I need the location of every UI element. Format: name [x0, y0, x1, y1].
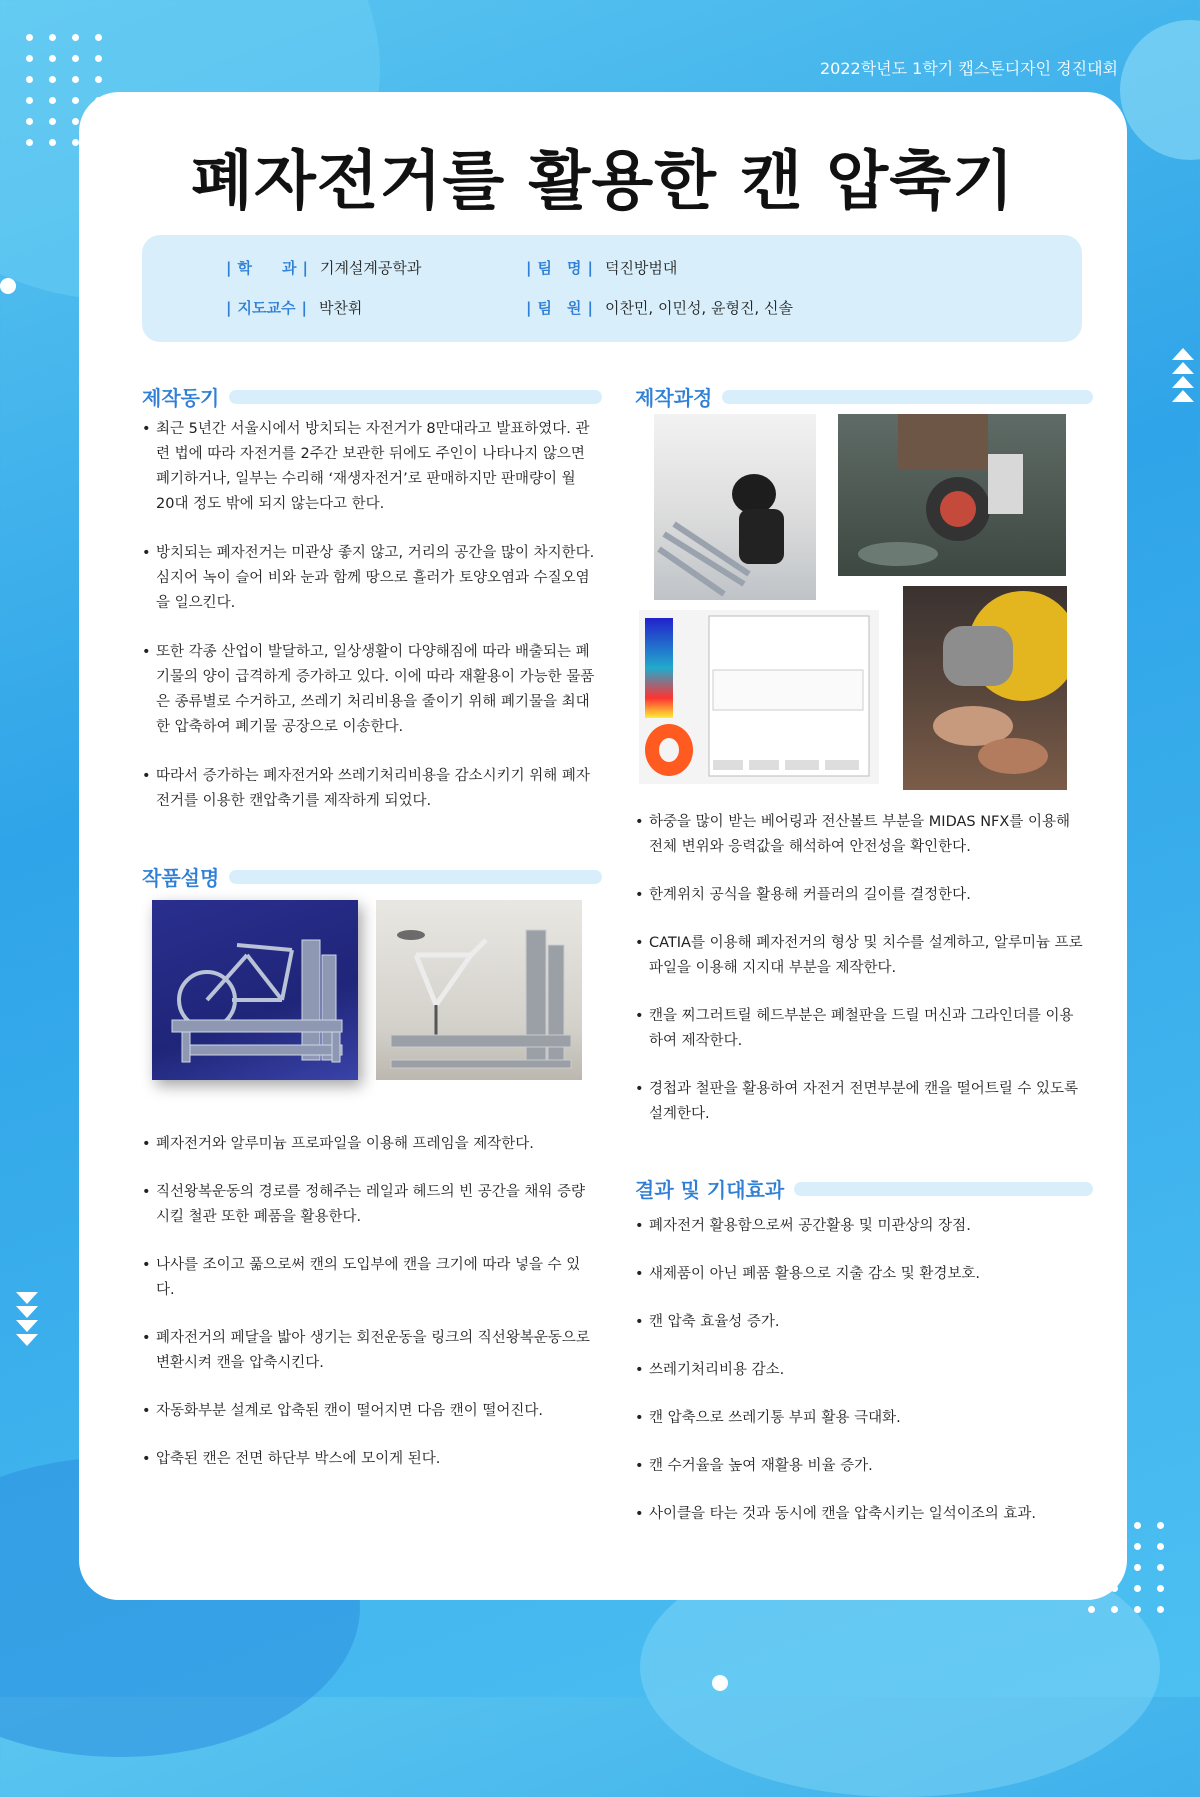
list-item: • 사이클을 타는 것과 동시에 캔을 압축시키는 일석이조의 효과. [635, 1502, 1087, 1527]
process-photo-assembly [903, 586, 1067, 790]
poster-card [79, 92, 1127, 1600]
list-item: • 자동화부분 설계로 압축된 캔이 떨어지면 다음 캔이 떨어진다. [142, 1399, 597, 1424]
team-label: 팀 명 [537, 259, 582, 277]
members-row: | 팀 원 | 이찬민, 이민성, 윤형진, 신솔 [526, 298, 793, 317]
professor-value: 박찬휘 [318, 299, 363, 317]
section-heading-results [635, 1174, 1093, 1203]
process-photo-cutting [654, 414, 816, 600]
triangle-up-decoration [1172, 348, 1194, 402]
members-value: 이찬민, 이민성, 윤형진, 신솔 [604, 299, 793, 317]
list-item: • 캔 압축 효율성 증가. [635, 1310, 1087, 1335]
professor-row: | 지도교수 | 박찬휘 [226, 298, 363, 317]
contest-name: 2022학년도 1학기 캡스톤디자인 경진대회 [820, 59, 1118, 78]
bicycle-prototype-illustration [376, 900, 582, 1080]
list-item: • CATIA를 이용해 폐자전거의 형상 및 치수를 설계하고, 알루미늄 프로파일을 이용해 지지대 부분을 제작한다. [635, 931, 1087, 981]
list-item: • 새제품이 아닌 폐품 활용으로 지출 감소 및 환경보호. [635, 1262, 1087, 1287]
section-heading-description [142, 862, 602, 891]
list-item: • 또한 각종 산업이 발달하고, 일상생활이 다양해짐에 따라 배출되는 폐기물의 양이 급격하게 증가하고 있다. 이에 따라 재활용이 가능한 물품은 종류별로 수거하고, 쓰레기 처리비용을 줄이기 위해 폐기물을 최대한 압축하여 폐기물 공장으로 이송한다. [142, 640, 597, 740]
background-blob [1120, 20, 1200, 160]
list-item: • 한계위치 공식을 활용해 커플러의 길이를 결정한다. [635, 883, 1087, 908]
list-item: • 캔 압축으로 쓰레기통 부피 활용 극대화. [635, 1406, 1087, 1431]
dept-row: | 학 과 | 기계설계공학과 [226, 258, 422, 277]
list-item: • 경첩과 철판을 활용하여 자전거 전면부분에 캔을 떨어트릴 수 있도록 설계한다. [635, 1077, 1087, 1127]
background-dot [712, 1675, 728, 1691]
description-list [142, 1132, 597, 1472]
list-item: • 폐자전거의 페달을 밟아 생기는 회전운동을 링크의 직선왕복운동으로 변환시켜 캔을 압축시킨다. [142, 1326, 597, 1376]
process-list [635, 810, 1087, 1127]
process-photo-grinding [838, 414, 1066, 576]
list-item: • 쓰레기처리비용 감소. [635, 1358, 1087, 1383]
list-item: • 방치되는 폐자전거는 미관상 좋지 않고, 거리의 공간을 많이 차지한다. 심지어 녹이 슬어 비와 눈과 함께 땅으로 흘러가 토양오염과 수질오염을 일으킨다. [142, 541, 597, 616]
section-heading-process [635, 382, 1093, 411]
heading-motivation: 제작동기 [142, 386, 220, 410]
list-item: • 압축된 캔은 전면 하단부 박스에 모이게 된다. [142, 1447, 597, 1472]
list-item: • 따라서 증가하는 폐자전거와 쓰레기처리비용을 감소시키기 위해 폐자전거를 이용한 캔압축기를 제작하게 되었다. [142, 764, 597, 814]
poster-title: 폐자전거를 활용한 캔 압축기 [191, 145, 1015, 219]
dept-value: 기계설계공학과 [319, 259, 422, 277]
results-list [635, 1214, 1087, 1527]
bicycle-cad-illustration [152, 900, 358, 1080]
prototype-photo [376, 900, 582, 1080]
team-info-panel [142, 235, 1082, 342]
members-label: 팀 원 [537, 299, 582, 317]
motivation-list [142, 417, 597, 814]
professor-label: 지도교수 [237, 299, 296, 317]
list-item: • 폐자전거와 알루미늄 프로파일을 이용해 프레임을 제작한다. [142, 1132, 597, 1157]
list-item: • 최근 5년간 서울시에서 방치되는 자전거가 8만대라고 발표하였다. 관련 법에 따라 자전거를 2주간 보관한 뒤에도 주인이 나타나지 않으면 폐기하거나, 일부는 수리해 ‘재생자전거’로 판매하지만 판매량이 월 20대 정도 밖에 되지 않는다고 한다. [142, 417, 597, 517]
section-heading-motivation [142, 382, 602, 411]
heading-results: 결과 및 기대효과 [635, 1178, 785, 1202]
cad-model-image [152, 900, 358, 1080]
list-item: • 직선왕복운동의 경로를 정해주는 레일과 헤드의 빈 공간을 채워 증량 시킬 철관 또한 폐품을 활용한다. [142, 1180, 597, 1230]
list-item: • 캔 수거율을 높여 재활용 비율 증가. [635, 1454, 1087, 1479]
background-dot [0, 278, 16, 294]
triangle-down-decoration [16, 1292, 38, 1346]
list-item: • 캔을 찌그러트릴 헤드부분은 폐철판을 드릴 머신과 그라인더를 이용하여 제작한다. [635, 1004, 1087, 1054]
team-row: | 팀 명 | 덕진방범대 [526, 258, 678, 277]
list-item: • 폐자전거 활용함으로써 공간활용 및 미관상의 장점. [635, 1214, 1087, 1239]
list-item: • 나사를 조이고 풂으로써 캔의 도입부에 캔을 크기에 따라 넣을 수 있다. [142, 1253, 597, 1303]
heading-process: 제작과정 [635, 386, 713, 410]
dept-label: 학 과 [237, 259, 297, 277]
heading-description: 작품설명 [142, 866, 220, 890]
list-item: • 하중을 많이 받는 베어링과 전산볼트 부분을 MIDAS NFX를 이용해 전체 변위와 응력값을 해석하여 안전성을 확인한다. [635, 810, 1087, 860]
team-value: 덕진방범대 [604, 259, 678, 277]
stress-analysis-screenshot [639, 610, 879, 784]
